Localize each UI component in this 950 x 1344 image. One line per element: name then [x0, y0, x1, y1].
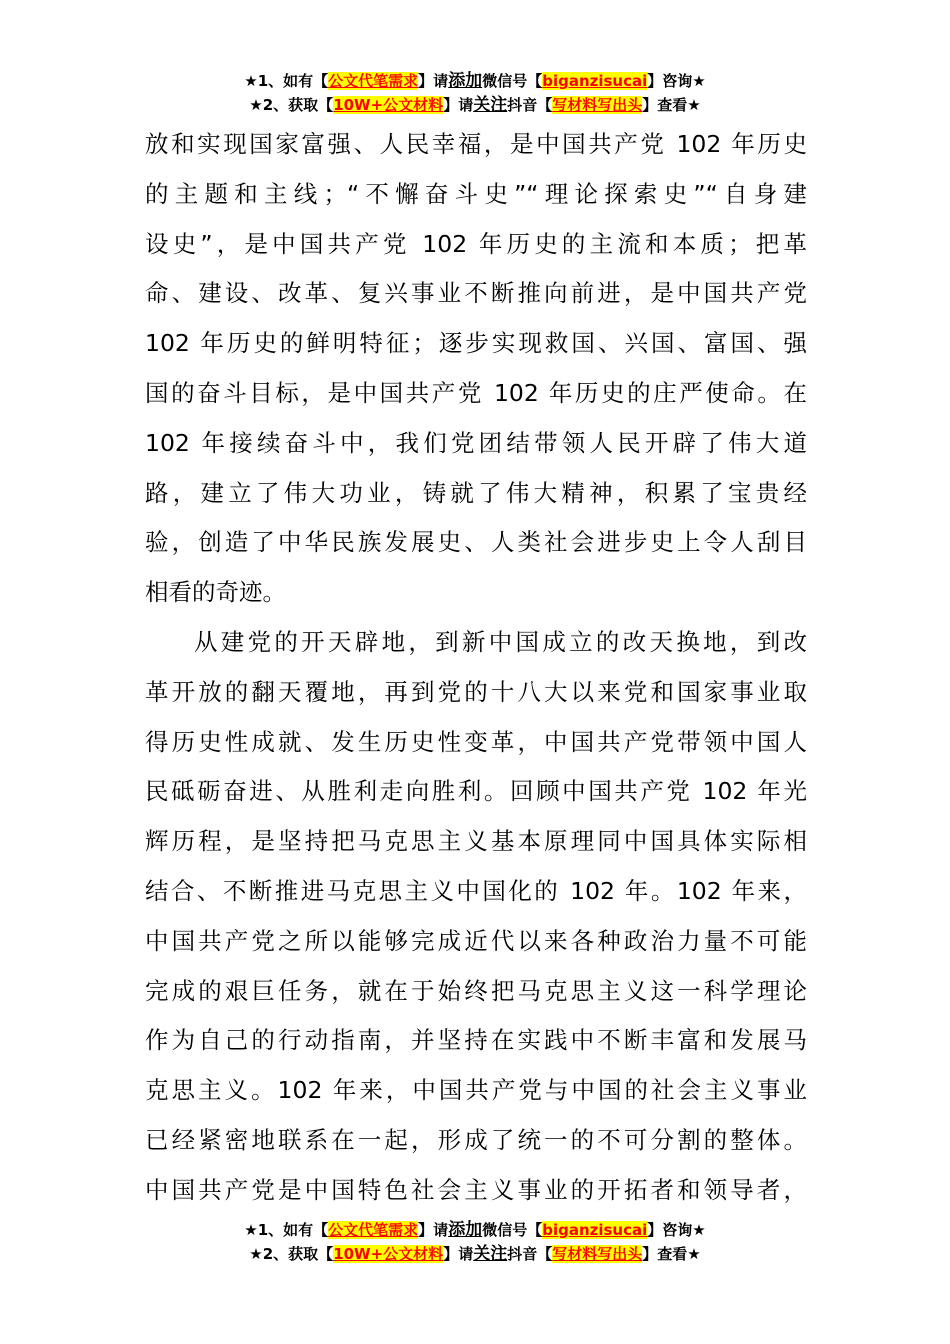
banner-text: 微信号【	[482, 1221, 543, 1239]
banner-highlight: biganzisucai	[542, 1221, 648, 1239]
banner-highlight: biganzisucai	[542, 72, 648, 90]
text-line: 中国共产党是中国特色社会主义事业的开拓者和领导者，	[145, 1175, 807, 1204]
text-line: 从建党的开天辟地，到新中国成立的改天换地，到改	[194, 627, 807, 656]
header-banner	[0, 69, 950, 117]
banner-text: 】咨询★	[647, 1221, 706, 1239]
banner-highlight: 10W+公文材料	[333, 1245, 444, 1263]
banner-text: ★2、获取【	[249, 96, 334, 114]
text-line: 革开放的翻天覆地，再到党的十八大以来党和国家事业取	[145, 677, 807, 706]
banner-text: ★1、如有【	[244, 1221, 329, 1239]
banner-text: ★1、如有【	[244, 72, 329, 90]
document-body	[145, 120, 807, 1216]
banner-line-2	[0, 93, 950, 117]
text-line: 102 年历史的鲜明特征；逐步实现救国、兴国、富国、强	[145, 329, 807, 358]
text-line: 相看的奇迹。	[145, 578, 286, 607]
banner-text: ★2、获取【	[249, 1245, 334, 1263]
banner-text: 】查看★	[642, 1245, 701, 1263]
banner-text: 】请	[418, 1221, 449, 1239]
banner-text: 微信号【	[482, 72, 543, 90]
banner-line-1	[0, 69, 950, 93]
text-line: 命、建设、改革、复兴事业不断推向前进，是中国共产党	[145, 279, 807, 308]
text-line: 放和实现国家富强、人民幸福，是中国共产党 102 年历史	[145, 130, 807, 158]
banner-underlined: 关注	[473, 1244, 508, 1264]
banner-highlight: 公文代笔需求	[328, 72, 419, 90]
text-line: 验，创造了中华民族发展史、人类社会进步史上令人刮目	[145, 528, 807, 557]
text-line: 已经紧密地联系在一起，形成了统一的不可分割的整体。	[145, 1125, 807, 1154]
banner-text: 抖音【	[507, 1245, 553, 1263]
footer-banner	[0, 1218, 950, 1266]
banner-highlight: 10W+公文材料	[333, 96, 444, 114]
text-line: 国的奋斗目标，是中国共产党 102 年历史的庄严使命。在	[145, 378, 807, 407]
text-line: 结合、不断推进马克思主义中国化的 102 年。102 年来，	[145, 876, 807, 905]
banner-highlight: 写材料写出头	[552, 96, 643, 114]
text-line: 辉历程，是坚持把马克思主义基本原理同中国具体实际相	[145, 827, 807, 856]
banner-underlined: 关注	[473, 95, 508, 115]
banner-text: 】请	[443, 1245, 474, 1263]
banner-underlined: 添加	[448, 1220, 483, 1240]
text-line: 完成的艰巨任务，就在于始终把马克思主义这一科学理论	[145, 976, 807, 1005]
banner-text: 抖音【	[507, 96, 553, 114]
text-line: 克思主义。102 年来，中国共产党与中国的社会主义事业	[145, 1076, 807, 1105]
banner-highlight: 写材料写出头	[552, 1245, 643, 1263]
text-line: 102 年接续奋斗中，我们党团结带领人民开辟了伟大道	[145, 428, 807, 457]
text-line: 民砥砺奋进、从胜利走向胜利。回顾中国共产党 102 年光	[145, 777, 807, 806]
banner-text: 】查看★	[642, 96, 701, 114]
banner-text: 】请	[443, 96, 474, 114]
text-line: 路，建立了伟大功业，铸就了伟大精神，积累了宝贵经	[145, 478, 807, 507]
text-line: 作为自己的行动指南，并坚持在实践中不断丰富和发展马	[145, 1026, 807, 1055]
banner-underlined: 添加	[448, 71, 483, 91]
banner-line-2	[0, 1242, 950, 1266]
text-line: 设史”，是中国共产党 102 年历史的主流和本质；把革	[145, 229, 807, 258]
banner-line-1	[0, 1218, 950, 1242]
text-line: 的主题和主线；“不懈奋斗史”“理论探索史”“自身建	[145, 179, 807, 208]
banner-text: 】咨询★	[647, 72, 706, 90]
banner-text: 】请	[418, 72, 449, 90]
banner-highlight: 公文代笔需求	[328, 1221, 419, 1239]
text-line: 中国共产党之所以能够完成近代以来各种政治力量不可能	[145, 926, 807, 955]
text-line: 得历史性成就、发生历史性变革，中国共产党带领中国人	[145, 727, 807, 756]
